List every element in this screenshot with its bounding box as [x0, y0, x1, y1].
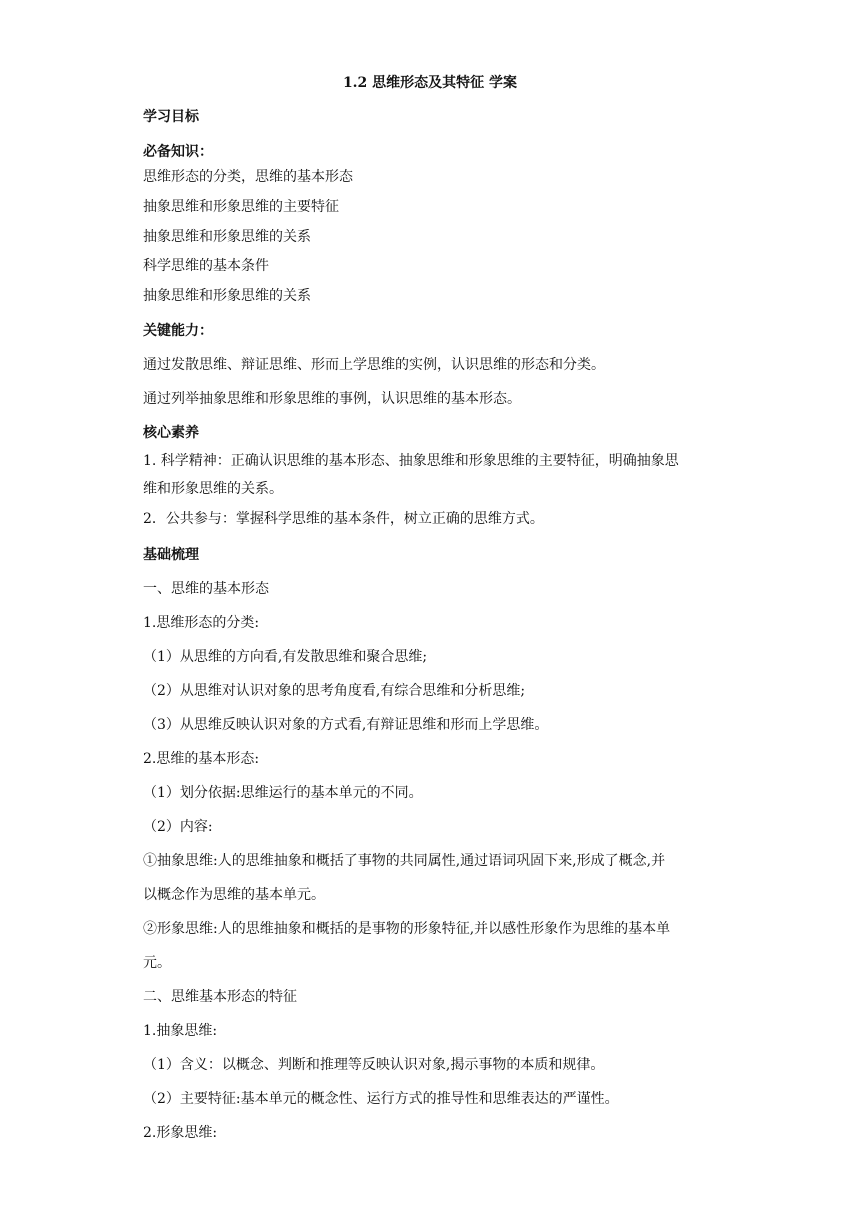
ability-item: 通过发散思维、辩证思维、形而上学思维的实例，认识思维的形态和分类。: [143, 357, 605, 373]
knowledge-item: 抽象思维和形象思维的关系: [143, 229, 311, 245]
basic-forms-content-heading: （2）内容:: [143, 819, 213, 835]
part-2-heading: 二、思维基本形态的特征: [143, 989, 297, 1005]
image-thinking-heading: 2.形象思维:: [143, 1125, 218, 1141]
section-heading-learning-goals: 学习目标: [143, 109, 199, 125]
image-thinking-line-2: 元。: [143, 955, 171, 971]
abstract-thinking-line-2: 以概念作为思维的基本单元。: [143, 887, 325, 903]
abstract-thinking-heading: 1.抽象思维:: [143, 1023, 218, 1039]
classification-heading: 1.思维形态的分类:: [143, 615, 260, 631]
abstract-thinking-features: （2）主要特征:基本单元的概念性、运行方式的推导性和思维表达的严谨性。: [143, 1091, 619, 1107]
classification-item: （1）从思维的方向看,有发散思维和聚合思维;: [143, 649, 428, 665]
heading-key-abilities: 关键能力：: [143, 323, 213, 339]
abstract-thinking-meaning: （1）含义：以概念、判断和推理等反映认识对象,揭示事物的本质和规律。: [143, 1057, 605, 1073]
heading-essential-knowledge: 必备知识：: [143, 144, 213, 160]
heading-core-literacy: 核心素养: [143, 425, 199, 441]
document-title: 1.2 思维形态及其特征 学案: [342, 75, 518, 91]
knowledge-item: 抽象思维和形象思维的关系: [143, 288, 311, 304]
part-1-heading: 一、思维的基本形态: [143, 581, 269, 597]
knowledge-item: 科学思维的基本条件: [143, 258, 269, 274]
classification-item: （2）从思维对认识对象的思考角度看,有综合思维和分析思维;: [143, 683, 526, 699]
knowledge-item: 抽象思维和形象思维的主要特征: [143, 199, 339, 215]
literacy-item-1-line-1: 1. 科学精神：正确认识思维的基本形态、抽象思维和形象思维的主要特征，明确抽象思: [143, 453, 679, 469]
image-thinking-line-1: ②形象思维:人的思维抽象和概括的是事物的形象特征,并以感性形象作为思维的基本单: [143, 921, 671, 937]
ability-item: 通过列举抽象思维和形象思维的事例，认识思维的基本形态。: [143, 391, 521, 407]
knowledge-item: 思维形态的分类，思维的基本形态: [143, 169, 353, 185]
literacy-item-1-line-2: 维和形象思维的关系。: [143, 481, 283, 497]
abstract-thinking-line-1: ①抽象思维:人的思维抽象和概括了事物的共同属性,通过语词巩固下来,形成了概念,并: [143, 853, 666, 869]
classification-item: （3）从思维反映认识对象的方式看,有辩证思维和形而上学思维。: [143, 717, 549, 733]
heading-basics: 基础梳理: [143, 547, 199, 563]
basic-forms-basis: （1）划分依据:思维运行的基本单元的不同。: [143, 785, 423, 801]
literacy-item-2: 2．公共参与：掌握科学思维的基本条件，树立正确的思维方式。: [143, 511, 544, 527]
basic-forms-heading: 2.思维的基本形态:: [143, 751, 260, 767]
